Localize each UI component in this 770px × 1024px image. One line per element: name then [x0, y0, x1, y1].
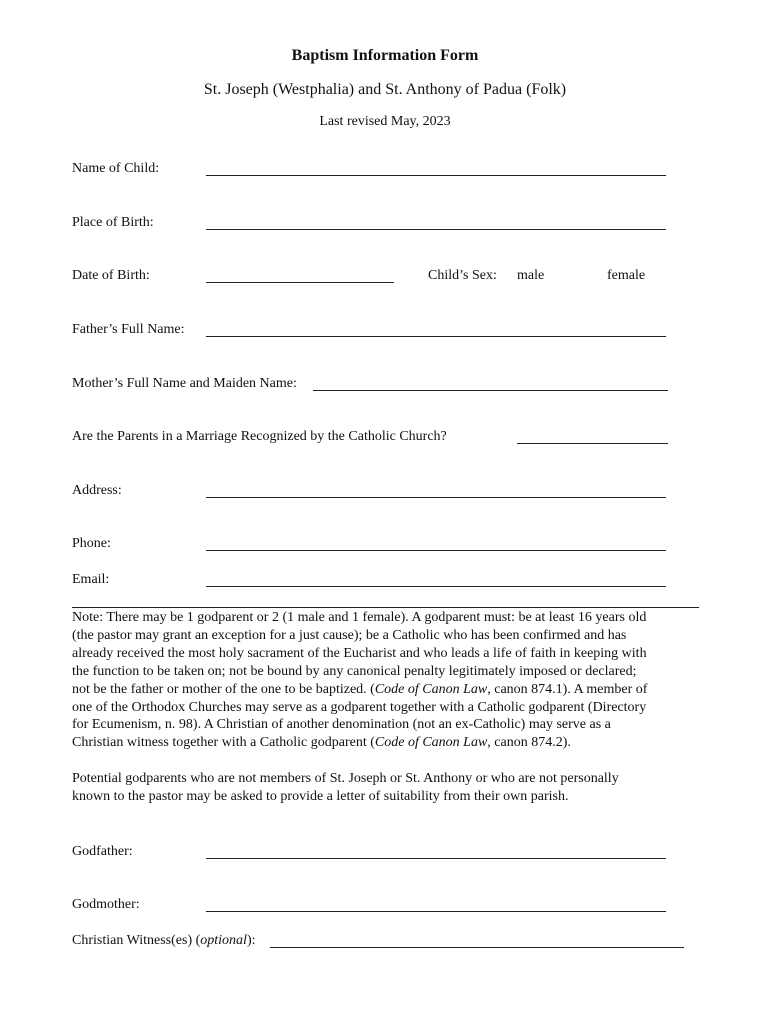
suitability-paragraph — [72, 770, 712, 806]
godfather-label: Godfather: — [72, 844, 133, 859]
canon-law-citation: Code of Canon Law — [374, 681, 488, 697]
witness-label-text: Christian Witness(es) — [72, 933, 193, 948]
note-line — [72, 734, 712, 752]
canon-law-citation: Code of Canon Law — [374, 735, 488, 751]
note-text: Christian witness together with a Catholic godparent ( — [72, 735, 375, 751]
email-label: Email: — [72, 572, 110, 587]
paragraph-line: Potential godparents who are not members of St. Joseph or St. Anthony or who are not personally — [72, 771, 619, 786]
godmother-field[interactable] — [206, 911, 666, 912]
sex-option-male[interactable]: male — [517, 268, 545, 283]
note-line: (the pastor may grant an exception for a just cause); be a Catholic who has been confirmed and has — [72, 627, 627, 643]
marriage-answer-field[interactable] — [517, 443, 668, 444]
note-text: not be the father or mother of the one to be baptized. ( — [72, 681, 375, 697]
email-field[interactable] — [206, 586, 666, 587]
parish-subtitle: St. Joseph (Westphalia) and St. Anthony of Padua (Folk) — [203, 81, 567, 98]
section-divider — [72, 607, 699, 608]
christian-witness-label — [72, 932, 256, 950]
place-of-birth-field[interactable] — [206, 229, 666, 230]
childs-sex-label: Child’s Sex: — [428, 268, 497, 283]
name-of-child-label: Name of Child: — [72, 161, 160, 176]
note-line — [72, 681, 712, 699]
note-text: , canon 874.2). — [487, 735, 571, 751]
fathers-name-field[interactable] — [206, 336, 666, 337]
note-line: the function to be taken on; not be bound by any canonical penalty legitimately imposed or declared; — [72, 663, 637, 679]
paragraph-line: known to the pastor may be asked to provide a letter of suitability from their own parish. — [72, 788, 569, 804]
mothers-name-field[interactable] — [313, 390, 668, 391]
phone-field[interactable] — [206, 550, 666, 551]
name-of-child-field[interactable] — [206, 175, 666, 176]
address-label: Address: — [72, 483, 122, 498]
christian-witness-field[interactable] — [270, 947, 684, 948]
witness-paren-open: ( — [192, 933, 201, 948]
form-title: Baptism Information Form — [291, 47, 479, 64]
marriage-question-label: Are the Parents in a Marriage Recognized by the Catholic Church? — [72, 429, 447, 444]
date-of-birth-label: Date of Birth: — [72, 268, 150, 283]
godfather-field[interactable] — [206, 858, 666, 859]
witness-paren-close: ): — [246, 933, 256, 948]
mothers-name-label: Mother’s Full Name and Maiden Name: — [72, 376, 297, 391]
fathers-name-label: Father’s Full Name: — [72, 322, 185, 337]
godparent-note — [72, 609, 712, 752]
sex-option-female[interactable]: female — [607, 268, 646, 283]
note-line: already received the most holy sacrament of the Eucharist and who leads a life of faith in keeping with — [72, 645, 647, 661]
date-of-birth-field[interactable] — [206, 282, 394, 283]
note-line: for Ecumenism, n. 98). A Christian of another denomination (not an ex-Catholic) may serve as a — [72, 717, 611, 733]
note-line: one of the Orthodox Churches may serve as a godparent together with a Catholic godparent (Directory — [72, 699, 647, 715]
address-field[interactable] — [206, 497, 666, 498]
note-line: Note: There may be 1 godparent or 2 (1 male and 1 female). A godparent must: be at least 16 years old — [72, 610, 647, 625]
revision-date: Last revised May, 2023 — [319, 114, 451, 129]
phone-label: Phone: — [72, 536, 111, 551]
optional-marker: optional — [200, 933, 247, 948]
note-text: , canon 874.1). A member of — [487, 681, 648, 697]
place-of-birth-label: Place of Birth: — [72, 215, 154, 230]
godmother-label: Godmother: — [72, 897, 140, 912]
